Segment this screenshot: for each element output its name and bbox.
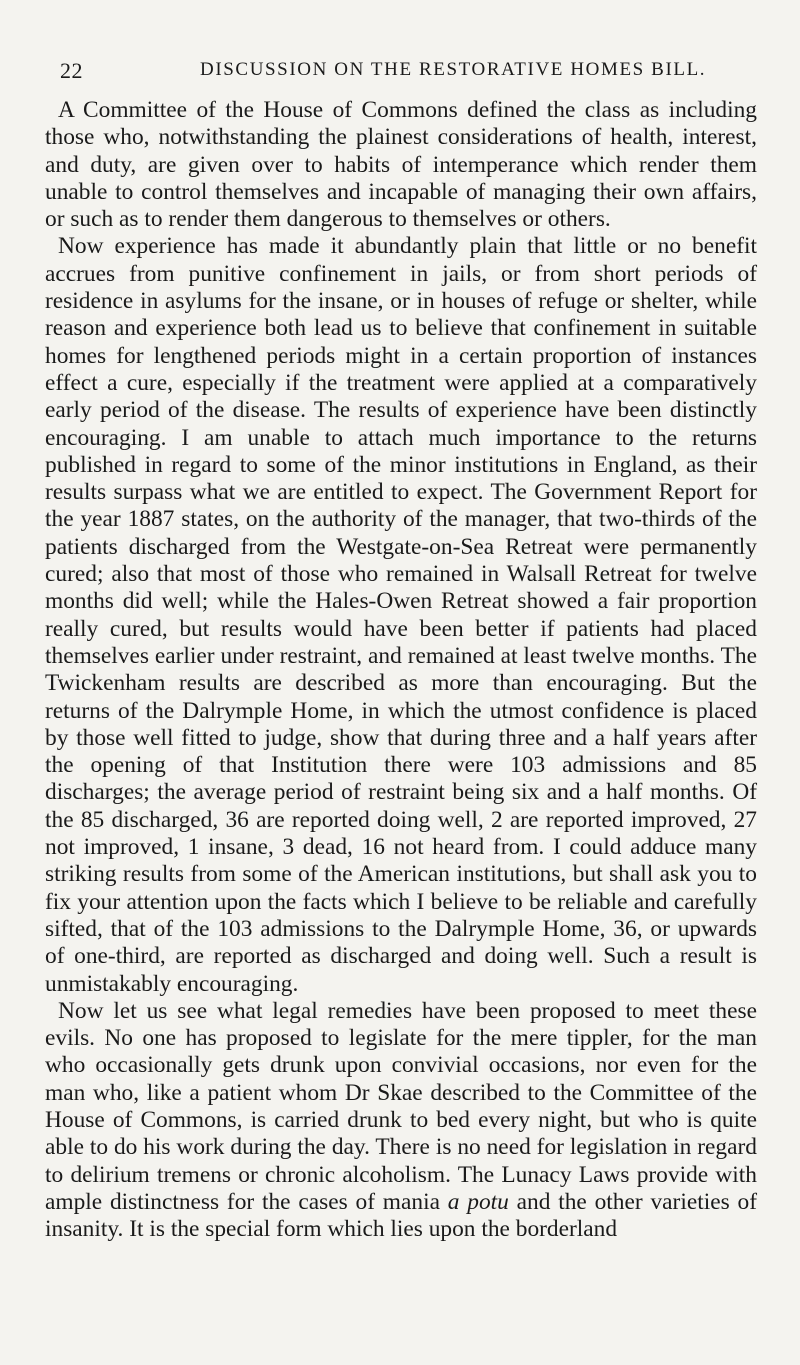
running-head: DISCUSSION ON THE RESTORATIVE HOMES BILL. xyxy=(200,59,707,80)
body-text xyxy=(45,97,757,1243)
paragraph-legal-remedies xyxy=(45,998,757,1244)
paragraph-text: Now let us see what legal remedies have been proposed to meet these evils. No one has proposed to legislate for the mere tippler, for the man who occasionally gets drunk upon convivial occasions, nor even for the man who, like a patient whom Dr Skae described to the Committee of the House of Commons, is carried drunk to bed every night, but who is quite able to do his work during the day. There is no need for legislation in regard to delirium tremens or chronic alcoholism. The Lunacy Laws provide with ample distinctness for the cases of mania xyxy=(45,997,757,1215)
paragraph-text: Now experience has made it abundantly plain that little or no benefit accrues from punitive confinement in jails, or from short periods of residence in asylums for the insane, or in houses of refuge or shelter, while reason and experience both lead us to believe that confinement in suitable homes for lengthened periods might in a certain proportion of instances effect a cure, especially if the treatment were applied at a comparatively early period of the disease. The results of experience have been distinctly encouraging. I am unable to attach much importance to the returns published in regard to some of the minor institutions in England, as their results surpass what we are entitled to expect. The Government Report for the year 1887 states, on the authority of the manager, that two-thirds of the patients discharged from the Westgate-on-Sea Retreat were permanently cured; also that most of those who remained in Walsall Retreat for twelve months did well; while the Hales-Owen Retreat showed a fair proportion really cured, but results would have been better if patients had placed themselves earlier under restraint, and remained at least twelve months. The Twickenham results are described as more than encouraging. But the returns of the Dalrymple Home, in which the utmost confidence is placed by those well fitted to judge, show that during three and a half years after the opening of that Institution there were 103 admissions and 85 discharges; the average period of restraint being six and a half months. Of the 85 discharged, 36 are reported doing well, 2 are reported improved, 27 not improved, 1 insane, 3 dead, 16 not heard from. I could adduce many striking results from some of the American institutions, but shall ask you to fix your attention upon the facts which I believe to be reliable and carefully sifted, that of the 103 admissions to the Dalrymple Home, 36, or upwards of one-third, are reported as discharged and doing well. Such a result is unmistakably encouraging. xyxy=(45,233,757,997)
page-number: 22 xyxy=(60,58,83,83)
paragraph-text: A Committee of the House of Commons defined the class as including those who, notwithstanding the plainest considerations of health, interest, and duty, are given over to habits of intemperance which render them unable to control themselves and incapable of managing their own affairs, or such as to render them dangerous to themselves or others. xyxy=(45,97,757,233)
italic-phrase: a potu xyxy=(447,1188,509,1215)
paragraph-experience xyxy=(45,233,757,997)
page-header xyxy=(60,58,770,88)
paragraph-committee-definition xyxy=(45,97,757,233)
paragraph-text-continued: and the other varieties of insanity. It is the special form which lies upon the borderland xyxy=(45,1188,757,1243)
